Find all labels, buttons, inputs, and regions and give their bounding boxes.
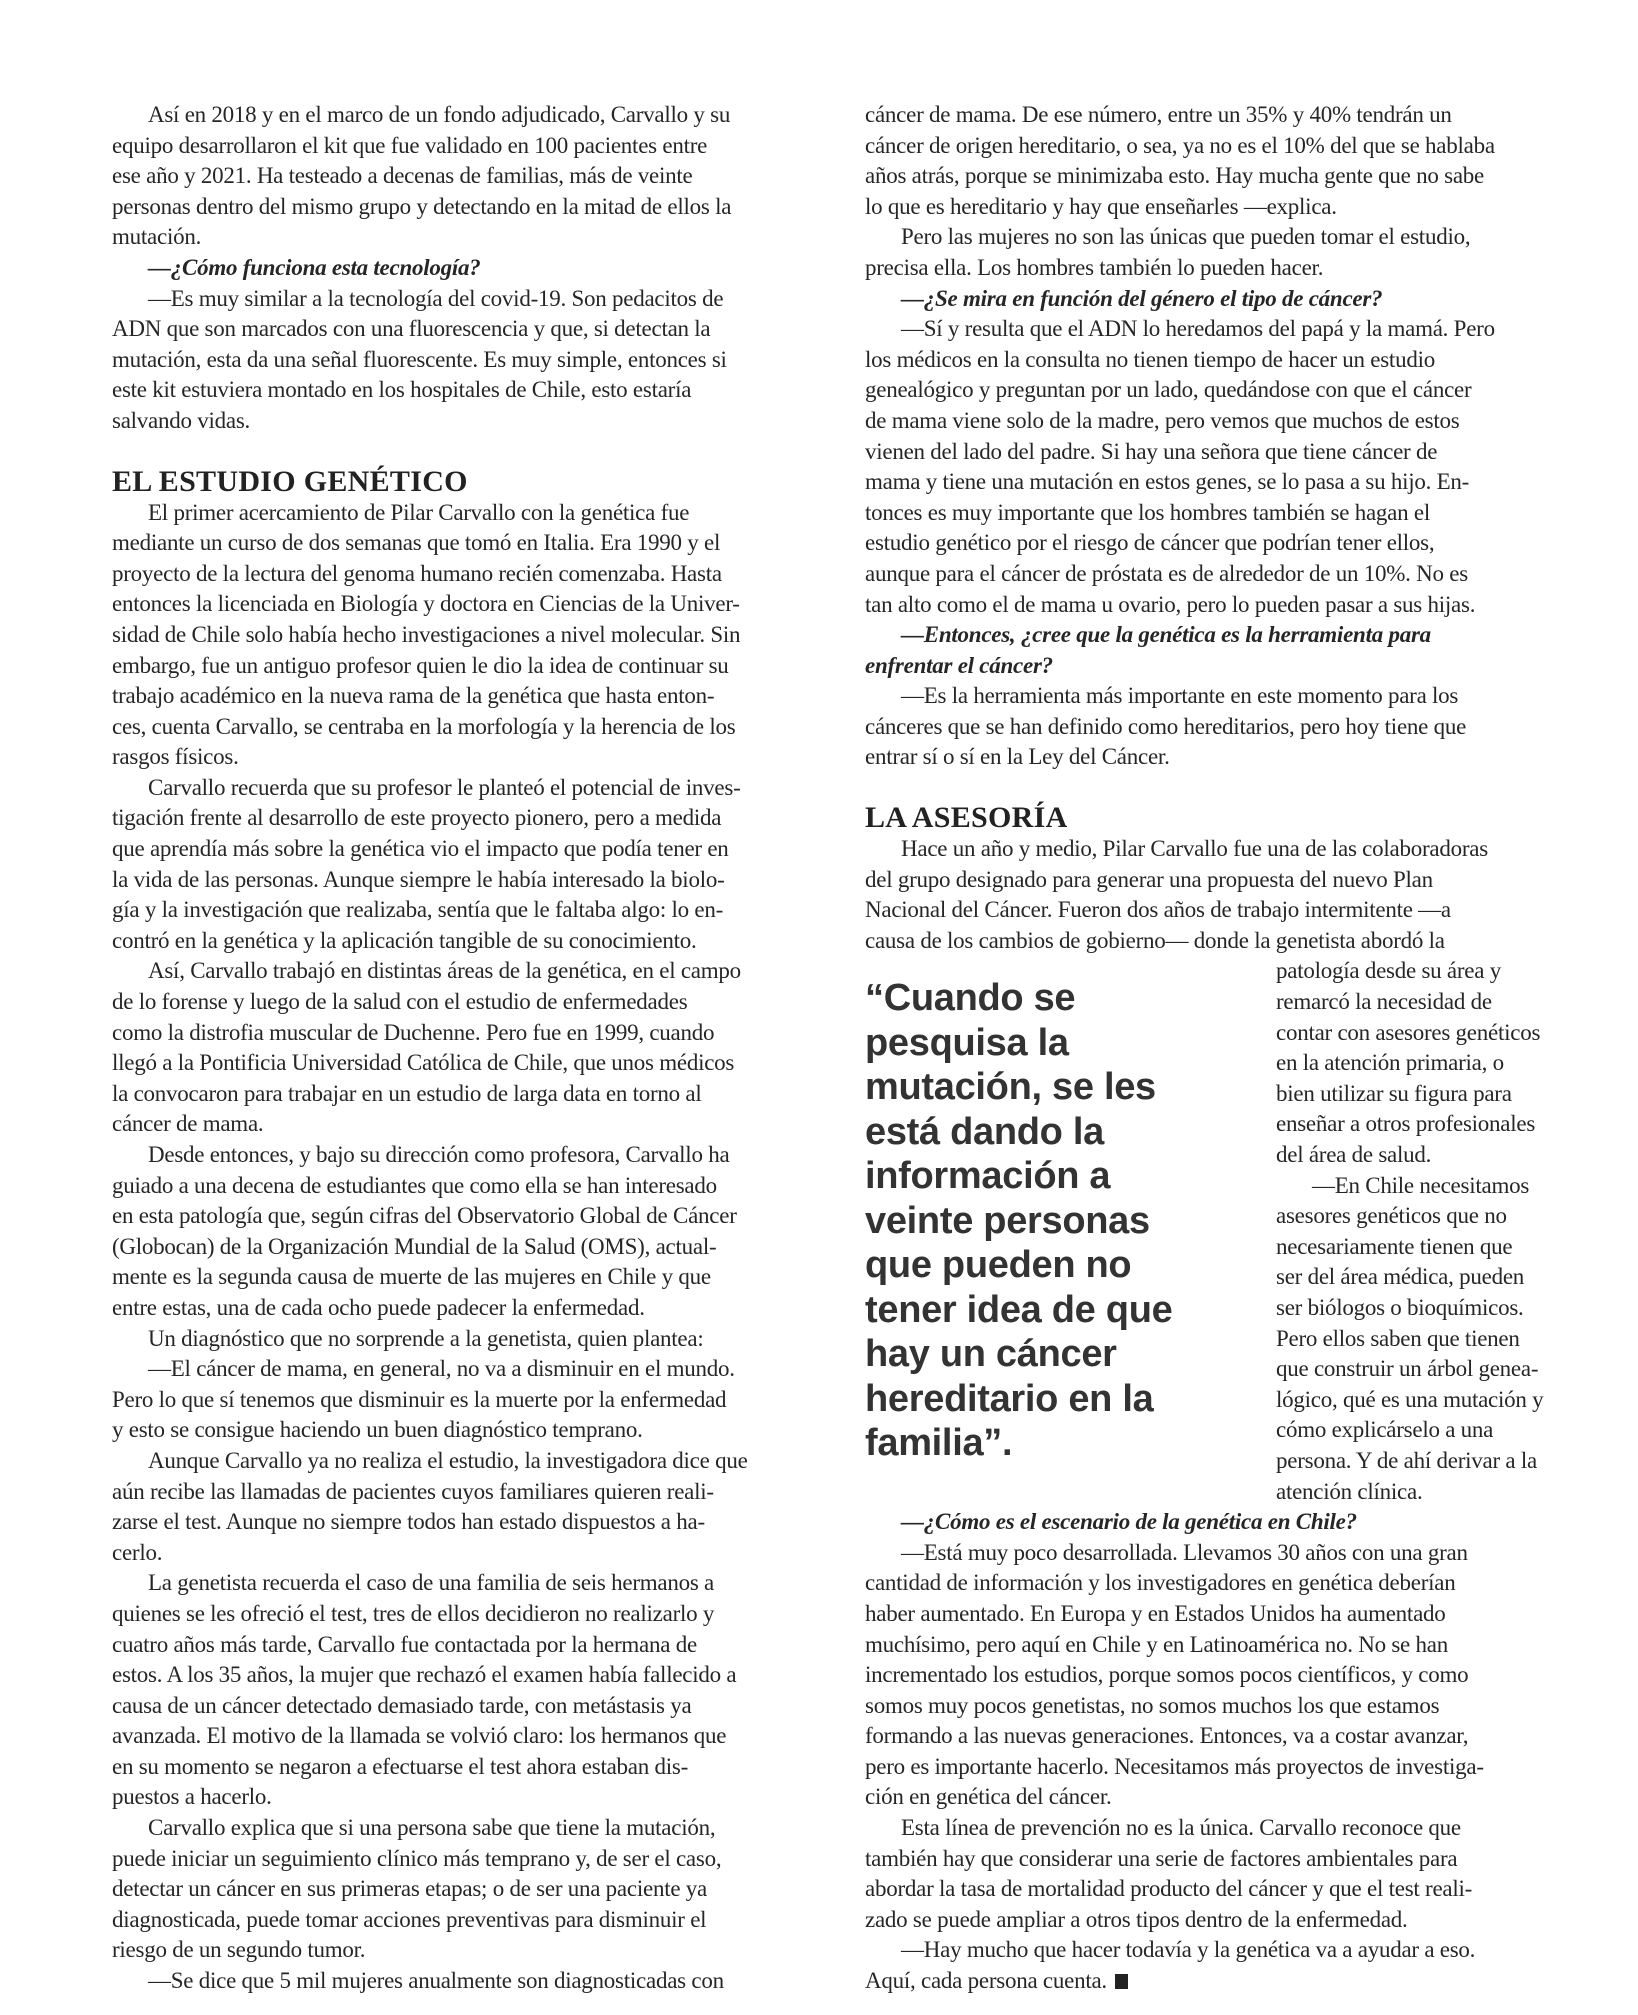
- end-of-article-square-icon: [1115, 1974, 1128, 1989]
- paragraph: La genetista recuerda el caso de una familia de seis hermanos a quienes se les ofreció el test, tres de ellos decidieron no realizarlo y cuatro años más tarde, Carvallo fue contactada por la hermana de estos. A los 35 años, la mujer que rechazó el examen había fallecido a causa de un cáncer detectado demasiado tarde, con metástasis ya avanzada. El motivo de la llamada se volvió claro: los hermanos que en su momento se negaron a efectuarse el test ahora estaban dis- puestos a hacerlo.: [112, 1570, 737, 1810]
- paragraph: Esta línea de prevención no es la única. Carvallo reconoce que también hay que considerar una serie de factores ambientales para abordar la tasa de mortalidad producto del cáncer y que el test reali- zado se puede ampliar a otros tipos dentro de la enfermedad.: [865, 1815, 1473, 1932]
- paragraph: —El cáncer de mama, en general, no va a disminuir en el mundo. Pero lo que sí tenemos que disminuir es la muerte por la enfermedad y esto se consigue haciendo un buen diagnóstico temprano.: [112, 1356, 735, 1443]
- paragraph: —En Chile necesitamos asesores genéticos que no necesariamente tienen que ser del área médica, pueden ser biólogos o bioquímicos. Pero ellos saben que tienen que construir un árbol genea- lógico, qué es una mutación y cómo explicárselo a una persona. Y de ahí derivar a la atención clínica.: [1276, 1172, 1544, 1504]
- section-heading: EL ESTUDIO GENÉTICO: [112, 464, 468, 498]
- pull-quote-section: [865, 956, 1590, 1507]
- interview-question: —Entonces, ¿cree que la genética es la herramienta para enfrentar el cáncer?: [865, 622, 1431, 678]
- section-heading: LA ASESORÍA: [865, 801, 1068, 835]
- paragraph: —Se dice que 5 mil mujeres anualmente son diagnosticadas con: [148, 1968, 724, 1994]
- pull-quote: “Cuando se pesquisa la mutación, se les está dando la información a veinte personas que pueden no tener idea de que hay un cáncer hereditario en la familia”.: [865, 977, 1173, 1465]
- paragraph: Así, Carvallo trabajó en distintas áreas de la genética, en el campo de lo forense y luego de la salud con el estudio de enfermedades como la distrofia muscular de Duchenne. Pero fue en 1999, cuando llegó a la Pontificia Universidad Católica de Chile, que unos médicos la convocaron para trabajar en un estudio de larga data en torno al cáncer de mama.: [112, 958, 741, 1137]
- closing-text: —Hay mucho que hacer todavía y la genética va a ayudar a eso. Aquí, cada persona cuenta.: [865, 1937, 1476, 1994]
- paragraph: Aunque Carvallo ya no realiza el estudio, la investigadora dice que aún recibe las llamadas de pacientes cuyos familiares quieren reali- zarse el test. Aunque no siempre todos han estado dispuestos a ha- cerlo.: [112, 1447, 748, 1565]
- narrow-text-column: [1276, 956, 1590, 1507]
- article-left-column: [112, 100, 837, 1997]
- interview-answer: —Sí y resulta que el ADN lo heredamos del papá y la mamá. Pero los médicos en la consulta no tienen tiempo de hacer un estudio genealógico y preguntan por un lado, quedándose con que el cáncer de mama viene solo de la madre, pero vemos que muchos de estos vienen del lado del padre. Si hay una señora que tiene cáncer de mama y tiene una mutación en estos genes, se lo pasa a su hijo. En- tonces es muy importante que los hombres también se hagan el estudio genético por el riesgo de cáncer que podrían tener ellos, aunque para el cáncer de próstata es de alrededor de un 10%. No es tan alto como el de mama u ovario, pero lo pueden pasar a sus hijas.: [865, 316, 1495, 617]
- interview-question: —¿Se mira en función del género el tipo de cáncer?: [901, 285, 1383, 311]
- paragraph: patología desde su área y remarcó la necesidad de contar con asesores genéticos en la atención primaria, o bien utilizar su figura para enseñar a otros profesionales del área de salud.: [1276, 958, 1541, 1167]
- article-right-column: [865, 100, 1590, 1997]
- paragraph: Carvallo explica que si una persona sabe que tiene la mutación, puede iniciar un seguimiento clínico más temprano y, de ser el caso, detectar un cáncer en sus primeras etapas; o de ser una paciente ya diagnosticada, puede tomar acciones preventivas para disminuir el riesgo de un segundo tumor.: [112, 1815, 722, 1963]
- paragraph: Así en 2018 y en el marco de un fondo adjudicado, Carvallo y su equipo desarrollaron el kit que fue validado en 100 pacientes entre ese año y 2021. Ha testeado a decenas de familias, más de veinte personas dentro del mismo grupo y detectando en la mitad de ellos la mutación.: [112, 102, 732, 250]
- paragraph: El primer acercamiento de Pilar Carvallo con la genética fue mediante un curso de dos semanas que tomó en Italia. Era 1990 y el proyecto de la lectura del genoma humano recién comenzaba. Hasta entonces la licenciada en Biología y doctora en Ciencias de la Univer- sidad de Chile solo había hecho investigaciones a nivel molecular. Sin embargo, fue un antiguo profesor quien le dio la idea de continuar su trabajo académico en la nueva rama de la genética que hasta enton- ces, cuenta Carvallo, se centraba en la morfología y la herencia de los rasgos físicos.: [112, 499, 741, 770]
- paragraph: cáncer de mama. De ese número, entre un 35% y 40% tendrán un cáncer de origen hereditario, o sea, ya no es el 10% del que se hablaba años atrás, porque se minimizaba esto. Hay mucha gente que no sabe lo que es hereditario y hay que enseñarles —explica.: [865, 102, 1495, 219]
- interview-question: —¿Cómo funciona esta tecnología?: [148, 254, 481, 280]
- paragraph: Carvallo recuerda que su profesor le planteó el potencial de inves- tigación frente al desarrollo de este proyecto pionero, pero a medida que aprendía más sobre la genética vio el impacto que podía tener en la vida de las personas. Aunque siempre le había interesado la biolo- gía y la investigación que realizaba, sentía que le faltaba algo: lo en- contró en la genética y la aplicación tangible de su conocimiento.: [112, 774, 741, 953]
- paragraph: Hace un año y medio, Pilar Carvallo fue una de las colaboradoras del grupo designado para generar una propuesta del nuevo Plan Nacional del Cáncer. Fueron dos años de trabajo intermitente —a causa de los cambios de gobierno— donde la genetista abordó la: [865, 836, 1488, 953]
- interview-answer: —Está muy poco desarrollada. Llevamos 30 años con una gran cantidad de información y los investigadores en genética deberían haber aumentado. En Europa y en Estados Unidos ha aumentado muchísimo, pero aquí en Chile y en Latinoamérica no. No se han incrementado los estudios, porque somos pocos científicos, y como somos muy pocos genetistas, no somos muchos los que estamos formando a las nuevas generaciones. Entonces, va a costar avanzar, pero es importante hacerlo. Necesitamos más proyectos de investiga- ción en genética del cáncer.: [865, 1539, 1484, 1810]
- paragraph: Un diagnóstico que no sorprende a la genetista, quien plantea:: [148, 1325, 704, 1351]
- interview-answer: —Es muy similar a la tecnología del covid-19. Son pedacitos de ADN que son marcados con una fluorescencia y que, si detectan la mutación, esta da una señal fluorescente. Es muy simple, entonces si este kit estuviera montado en los hospitales de Chile, esto estaría salvando vidas.: [112, 285, 727, 433]
- interview-question: —¿Cómo es el escenario de la genética en Chile?: [901, 1509, 1357, 1535]
- paragraph: Pero las mujeres no son las únicas que pueden tomar el estudio, precisa ella. Los hombres también lo pueden hacer.: [865, 224, 1471, 280]
- interview-answer: —Es la herramienta más importante en este momento para los cánceres que se han definido como hereditarios, pero hoy tiene que entrar sí o sí en la Ley del Cáncer.: [865, 683, 1467, 770]
- paragraph: Desde entonces, y bajo su dirección como profesora, Carvallo ha guiado a una decena de estudiantes que como ella se han interesado en esta patología que, según cifras del Observatorio Global de Cáncer (Globocan) de la Organización Mundial de la Salud (OMS), actual- mente es la segunda causa de muerte de las mujeres en Chile y que entre estas, una de cada ocho puede padecer la enfermedad.: [112, 1142, 737, 1320]
- closing-paragraph: [865, 1935, 1590, 1996]
